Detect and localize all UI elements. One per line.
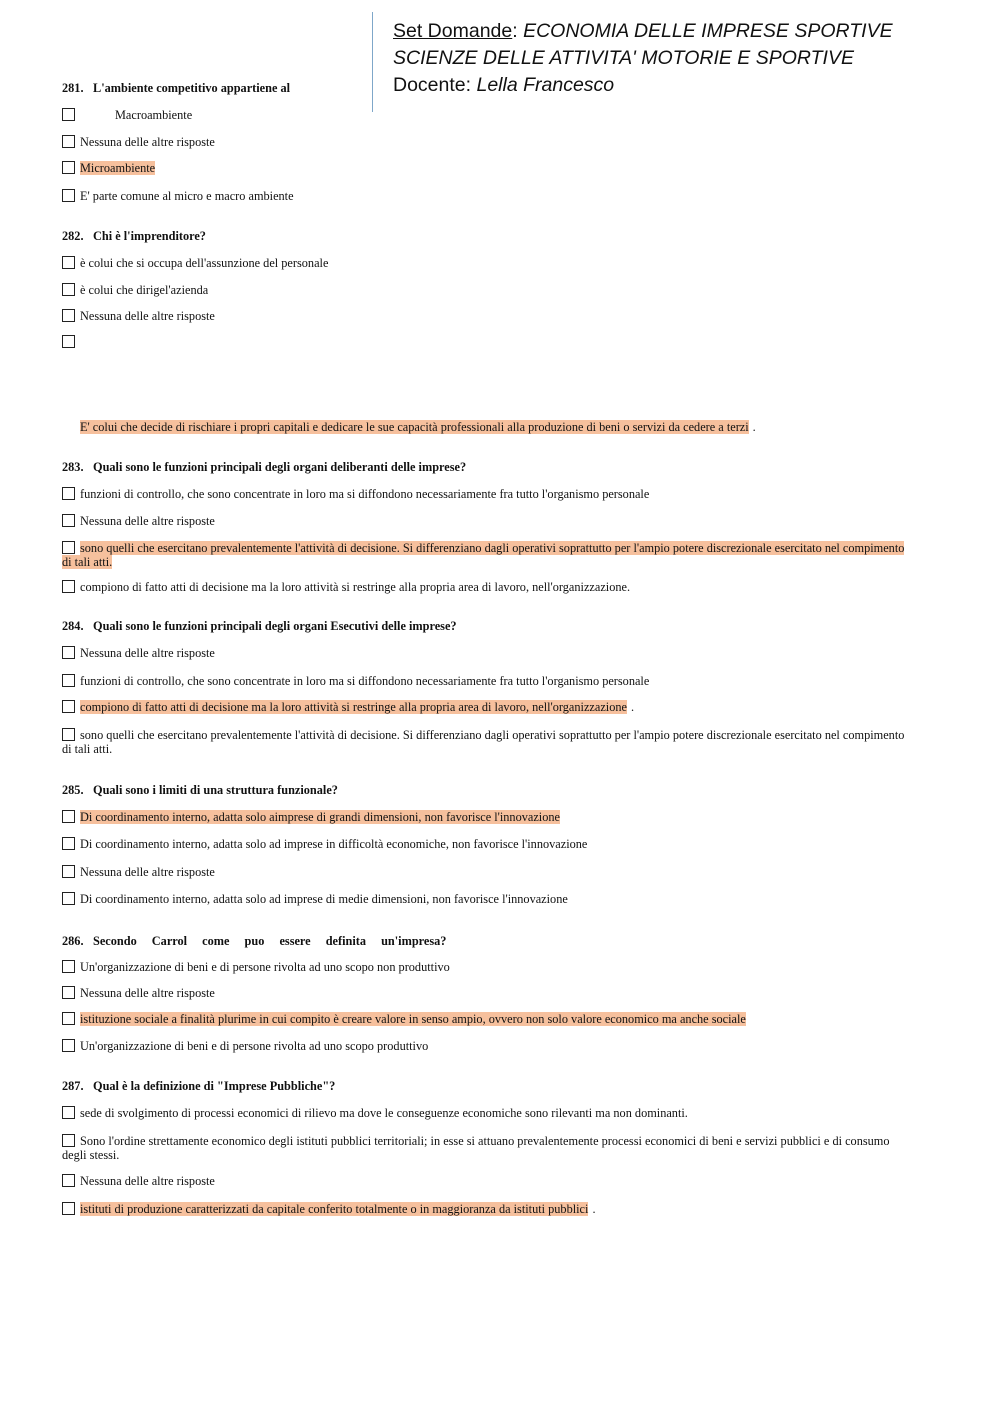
question-title (62, 460, 466, 475)
answer-option (62, 189, 912, 203)
answer-option (62, 580, 912, 594)
answer-checkbox[interactable] (62, 646, 75, 659)
question-number: 286. (62, 934, 84, 948)
document-header (372, 12, 972, 112)
answer-checkbox[interactable] (62, 256, 75, 269)
question-text: Quali sono i limiti di una struttura funzionale? (93, 783, 338, 797)
answer-option-correct (62, 161, 912, 175)
question-number: 283. (62, 460, 84, 474)
answer-checkbox[interactable] (62, 810, 75, 823)
answer-option (62, 960, 912, 974)
answer-checkbox[interactable] (62, 514, 75, 527)
answer-text: Nessuna delle altre risposte (80, 865, 215, 879)
answer-text: è colui che dirigel'azienda (80, 283, 209, 297)
answer-text: E' parte comune al micro e macro ambiente (80, 189, 294, 203)
answer-checkbox[interactable] (62, 1012, 75, 1025)
answer-option-correct-text (62, 420, 912, 434)
answer-option (62, 309, 912, 323)
course-line-1: ECONOMIA DELLE IMPRESE SPORTIVE (523, 20, 893, 42)
answer-option (62, 1106, 912, 1120)
answer-text: è colui che si occupa dell'assunzione del personale (80, 256, 329, 270)
answer-text-highlighted: sono quelli che esercitano prevalentemente l'attività di decisione. Si differenziano dagli operativi soprattutto per l'ampio potere discrezionale esercitato nel compimento di tali atti. (62, 541, 905, 569)
question-title (62, 783, 338, 798)
answer-option-correct (62, 1012, 912, 1026)
answer-text: funzioni di controllo, che sono concentrate in loro ma si diffondono necessariamente fra tutto l'organismo personale (80, 487, 650, 501)
question-text: L'ambiente competitivo appartiene al (93, 81, 291, 95)
header-teacher-line (393, 72, 893, 99)
answer-text: compiono di fatto atti di decisione ma la loro attività si restringe alla propria area di lavoro, nell'organizzazione. (80, 580, 631, 594)
answer-checkbox[interactable] (62, 837, 75, 850)
answer-checkbox[interactable] (62, 1039, 75, 1052)
answer-text: Un'organizzazione di beni e di persone rivolta ad uno scopo non produttivo (80, 960, 450, 974)
question-title (62, 619, 457, 634)
question-text: Quali sono le funzioni principali degli organi deliberanti delle imprese? (93, 460, 467, 474)
answer-option (62, 1039, 912, 1053)
answer-checkbox[interactable] (62, 700, 75, 713)
teacher-name: Lella Francesco (476, 74, 615, 96)
set-label: Set Domande (393, 20, 513, 42)
header-divider (372, 12, 373, 112)
answer-checkbox[interactable] (62, 728, 75, 741)
answer-text-highlighted: Microambiente (80, 161, 156, 175)
teacher-label: Docente: (393, 74, 472, 96)
answer-text: sono quelli che esercitano prevalentemente l'attività di decisione. Si differenziano dagli operativi soprattutto per l'ampio potere discrezionale esercitato nel compimento di tali atti. (62, 728, 905, 756)
answer-option (62, 487, 912, 501)
answer-checkbox[interactable] (62, 189, 75, 202)
question-number: 281. (62, 81, 84, 95)
answer-text: Sono l'ordine strettamente economico degli istituti pubblici territoriali; in esse si attuano prevalentemente processi economici di beni e servizi pubblici e di consumo degli stessi. (62, 1134, 890, 1162)
question-text: Quali sono le funzioni principali degli organi Esecutivi delle imprese? (93, 619, 457, 633)
question-text: Qual è la definizione di "Imprese Pubbliche"? (93, 1079, 336, 1093)
answer-checkbox[interactable] (62, 335, 75, 348)
question-number: 284. (62, 619, 84, 633)
answer-text: Macroambiente (115, 108, 193, 122)
answer-option (62, 646, 912, 660)
answer-option (62, 865, 912, 879)
answer-text-highlighted: compiono di fatto atti di decisione ma la loro attività si restringe alla propria area di lavoro, nell'organizzazione (80, 700, 627, 714)
answer-checkbox[interactable] (62, 580, 75, 593)
answer-option (62, 135, 912, 149)
answer-checkbox[interactable] (62, 865, 75, 878)
answer-checkbox[interactable] (62, 986, 75, 999)
answer-option-correct (62, 700, 912, 714)
answer-text-highlighted: istituti di produzione caratterizzati da capitale conferito totalmente o in maggioranza da istituti pubblici (80, 1202, 589, 1216)
answer-checkbox[interactable] (62, 674, 75, 687)
answer-text-highlighted: istituzione sociale a finalità plurime in cui compito è creare valore in senso ampio, ovvero non solo valore economico ma anche sociale (80, 1012, 746, 1026)
answer-checkbox[interactable] (62, 1202, 75, 1215)
answer-checkbox[interactable] (62, 108, 75, 121)
question-title (62, 1079, 335, 1094)
answer-option (62, 108, 912, 122)
trailing-punctuation: . (630, 700, 635, 714)
answer-text: Un'organizzazione di beni e di persone rivolta ad uno scopo produttivo (80, 1039, 429, 1053)
question-title (62, 81, 290, 96)
question-number: 287. (62, 1079, 84, 1093)
answer-option (62, 986, 912, 1000)
set-separator: : (512, 20, 518, 42)
answer-text-highlighted: Di coordinamento interno, adatta solo aimprese di grandi dimensioni, non favorisce l'innovazione (80, 810, 560, 824)
header-set-line (393, 18, 893, 45)
answer-checkbox[interactable] (62, 309, 75, 322)
answer-option (62, 1174, 912, 1188)
answer-option-correct (62, 1202, 912, 1216)
question-number: 282. (62, 229, 84, 243)
answer-option (62, 728, 912, 756)
answer-option (62, 1134, 912, 1162)
answer-text: Di coordinamento interno, adatta solo ad imprese di medie dimensioni, non favorisce l'innovazione (80, 892, 568, 906)
question-number: 285. (62, 783, 84, 797)
answer-option-correct (62, 541, 912, 569)
answer-text: Nessuna delle altre risposte (80, 986, 215, 1000)
header-lines (393, 18, 893, 99)
answer-checkbox[interactable] (62, 283, 75, 296)
answer-text-highlighted: E' colui che decide di rischiare i propri capitali e dedicare le sue capacità professionali alla produzione di beni o servizi da cedere a terzi (80, 420, 749, 434)
answer-checkbox[interactable] (62, 1174, 75, 1187)
answer-text: Nessuna delle altre risposte (80, 646, 215, 660)
answer-checkbox[interactable] (62, 135, 75, 148)
answer-text: funzioni di controllo, che sono concentrate in loro ma si diffondono necessariamente fra tutto l'organismo personale (80, 674, 650, 688)
answer-option (62, 837, 912, 851)
question-text: Chi è l'imprenditore? (93, 229, 206, 243)
trailing-punctuation: . (752, 420, 756, 434)
answer-text: Di coordinamento interno, adatta solo ad imprese in difficoltà economiche, non favorisce l'innovazione (80, 837, 588, 851)
answer-option (62, 674, 912, 688)
answer-option (62, 514, 912, 528)
question-title (62, 229, 206, 244)
answer-option-correct (62, 810, 912, 824)
answer-text: sede di svolgimento di processi economici di rilievo ma dove le conseguenze economiche sono rilevanti ma non dominanti. (80, 1106, 688, 1120)
answer-checkbox[interactable] (62, 960, 75, 973)
trailing-punctuation: . (592, 1202, 596, 1216)
question-text: Secondo Carrol come puo essere definita un'impresa? (93, 934, 447, 948)
question-title (62, 934, 446, 949)
answer-checkbox[interactable] (62, 161, 75, 174)
answer-text: Nessuna delle altre risposte (80, 514, 215, 528)
answer-checkbox[interactable] (62, 541, 75, 554)
answer-checkbox[interactable] (62, 1106, 75, 1119)
answer-checkbox[interactable] (62, 1134, 75, 1147)
answer-option (62, 283, 912, 297)
answer-option (62, 256, 912, 270)
answer-checkbox[interactable] (62, 487, 75, 500)
answer-text: Nessuna delle altre risposte (80, 135, 215, 149)
course-line-2: SCIENZE DELLE ATTIVITA' MOTORIE E SPORTIVE (393, 47, 854, 69)
answer-text: Nessuna delle altre risposte (80, 309, 215, 323)
answer-text: Nessuna delle altre risposte (80, 1174, 215, 1188)
answer-checkbox[interactable] (62, 892, 75, 905)
answer-option (62, 892, 912, 906)
